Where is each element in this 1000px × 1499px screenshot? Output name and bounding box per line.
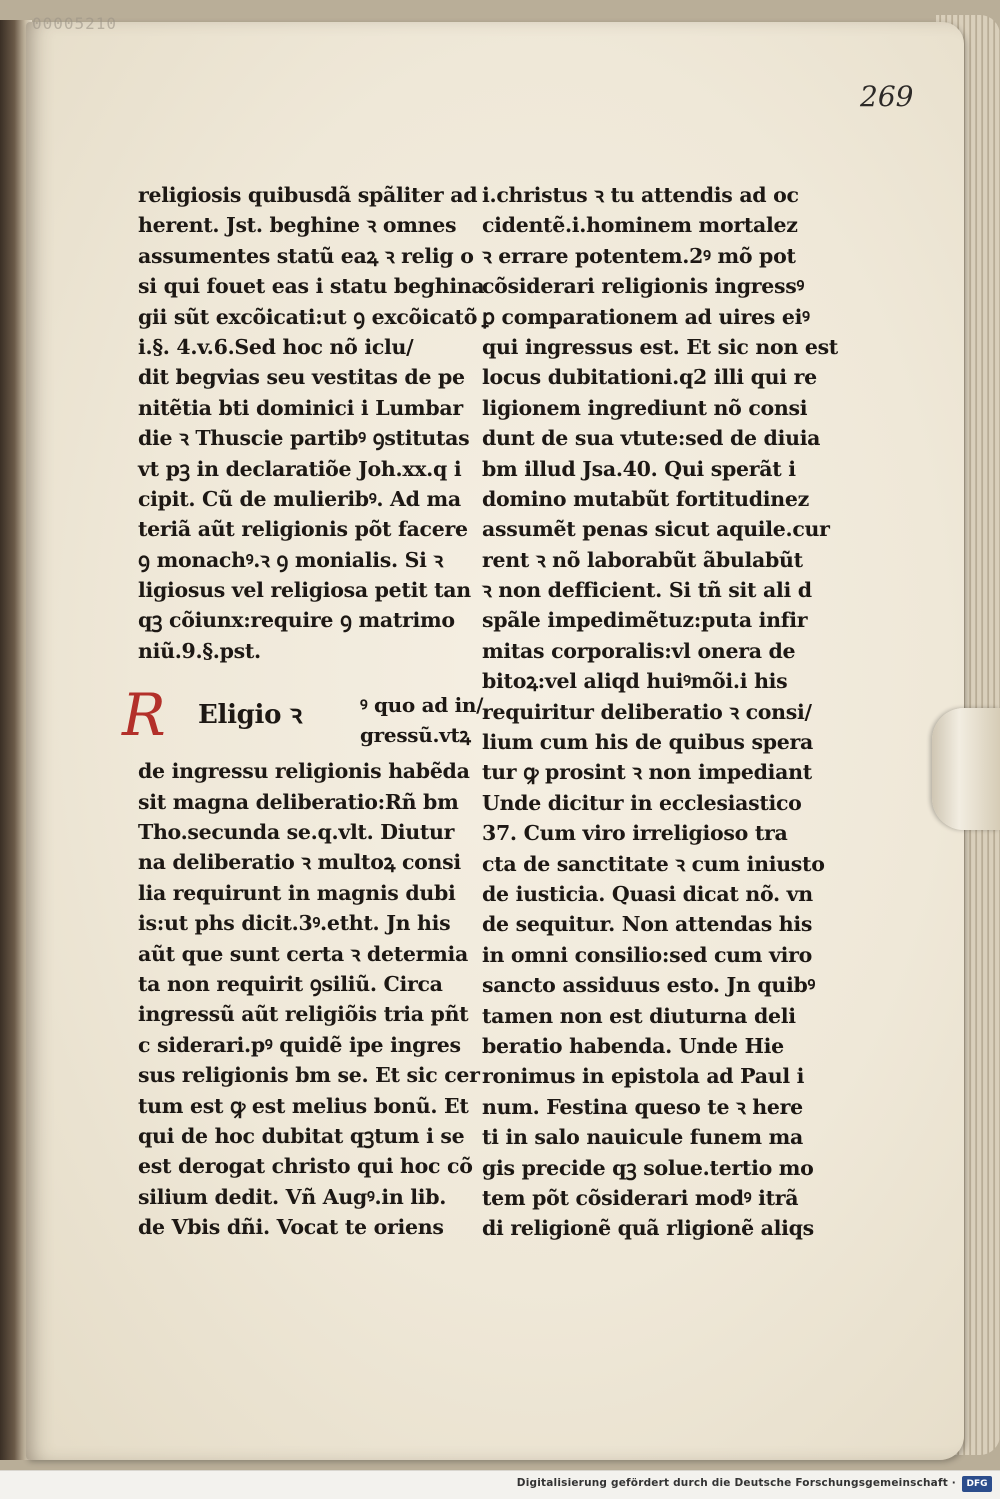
- text-line: ingressũ aũt religiõis tria pñt: [138, 1002, 469, 1027]
- right-text-column: [482, 180, 838, 1244]
- left-column-lines: [138, 180, 485, 666]
- text-line: religiosis quibusdã spãliter ad: [138, 183, 478, 207]
- paragraph-gap: [138, 666, 458, 690]
- text-line: qꝫ cõiunx:require ꝯ matrimo: [138, 608, 455, 633]
- text-line: vt pꝫ in declaratiõe Joh.xx.q i: [138, 456, 462, 481]
- text-line: de Vbis dñi. Vocat te oriens: [138, 1215, 444, 1240]
- text-line: i.christus ꝛ tu attendis ad oc: [482, 183, 799, 207]
- text-line: est derogat christo qui hoc cõ: [138, 1154, 473, 1179]
- text-line: beratio habenda. Unde Hie: [482, 1033, 784, 1058]
- text-line: mitas corporalis:vl onera de: [482, 638, 796, 663]
- dfg-logo-icon: DFG: [962, 1476, 992, 1492]
- text-line: sancto assiduus esto. Jn quibꝰ: [482, 973, 816, 998]
- text-line: qui ingressus est. Et sic non est: [482, 334, 838, 359]
- text-line: de ingressu religionis habẽda: [138, 759, 470, 784]
- text-line: de iusticia. Quasi dicat nõ. vn: [482, 881, 813, 906]
- text-line: nitẽtia bti dominici i Lumbar: [138, 395, 463, 420]
- text-line: silium dedit. Vñ Augꝰ.in lib.: [138, 1184, 447, 1209]
- text-line: rent ꝛ nõ laborabũt ãbulabũt: [482, 547, 803, 572]
- initial-side-line: ꝰ quo ad in/: [360, 693, 484, 718]
- text-line: cipit. Cũ de mulieribꝰ. Ad ma: [138, 486, 461, 511]
- text-line: ligiosus vel religiosa petit tan: [138, 578, 471, 603]
- text-line: is:ut phs dicit.3ꝰ.etht. Jn his: [138, 911, 451, 936]
- text-line: gii sũt excõicati:ut ꝯ excõicatõ: [138, 304, 478, 329]
- page-tab-marker: [932, 708, 1000, 830]
- text-line: qui de hoc dubitat qꝫtum i se: [138, 1123, 465, 1148]
- rubricated-initial-block: [122, 681, 484, 750]
- text-line: c siderari.pꝰ quidẽ ipe ingres: [138, 1032, 461, 1057]
- left-text-column: [122, 180, 485, 1243]
- right-column-lines: [482, 180, 838, 1244]
- red-initial-letter: R: [122, 681, 166, 750]
- text-line: spãle impedimẽtuz:puta infir: [482, 608, 808, 633]
- text-line: i.§. 4.v.6.Sed hoc nõ iclu/: [138, 334, 414, 359]
- text-line: si qui fouet eas i statu beghina: [138, 274, 485, 299]
- text-line: ꝑ comparationem ad uires eiꝰ: [482, 304, 810, 329]
- text-line: die ꝛ Thuscie partibꝰ ꝯstitutas: [138, 426, 470, 451]
- text-line: aũt que sunt certa ꝛ determia: [138, 941, 468, 966]
- text-line: di religionẽ quã rligionẽ aliqs: [482, 1216, 814, 1241]
- text-line: sit magna deliberatio:Rñ bm: [138, 789, 459, 814]
- text-line: ligionem ingrediunt nõ consi: [482, 395, 808, 420]
- text-line: domino mutabũt fortitudinez: [482, 486, 809, 511]
- text-line: ꝛ errare potentem.2ꝰ mõ pot: [482, 243, 796, 268]
- text-line: de sequitur. Non attendas his: [482, 912, 813, 937]
- text-line: gis precide qꝫ solue.tertio mo: [482, 1155, 814, 1180]
- footer-bar: [0, 1470, 1000, 1499]
- text-line: teriã aũt religionis põt facere: [138, 517, 468, 542]
- text-line: assumentes statũ eaꝝ ꝛ relig o: [138, 243, 474, 268]
- text-line: niũ.9.§.pst.: [138, 638, 261, 663]
- text-line: tur ꝙ prosint ꝛ non impediant: [482, 760, 812, 785]
- text-line: ti in salo nauicule funem ma: [482, 1125, 803, 1150]
- book-page: [26, 14, 964, 1460]
- text-line: assumẽt penas sicut aquile.cur: [482, 517, 830, 542]
- text-line: 37. Cum viro irreligioso tra: [482, 821, 788, 846]
- text-line: bitoꝝ:vel aliqd huiꝰmõi.i his: [482, 669, 788, 694]
- text-line: tem põt cõsiderari modꝰ itrã: [482, 1185, 799, 1210]
- text-line: locus dubitationi.q2 illi qui re: [482, 365, 817, 390]
- text-line: dit begvias seu vestitas de pe: [138, 365, 465, 390]
- initial-word-rest: Eligio ꝛ: [198, 700, 302, 731]
- text-line: Tho.secunda se.q.vlt. Diutur: [138, 820, 455, 845]
- text-line: bm illud Jsa.40. Qui sperãt i: [482, 456, 796, 481]
- text-line: ronimus in epistola ad Paul i: [482, 1064, 805, 1089]
- text-line: ꝛ non defficient. Si tñ sit ali d: [482, 578, 812, 603]
- text-line: ta non requirit ꝯsiliũ. Circa: [138, 971, 443, 996]
- initial-side-line: gressũ.vtꝝ: [360, 723, 471, 748]
- text-line: num. Festina queso te ꝛ here: [482, 1094, 803, 1119]
- text-line: cta de sanctitate ꝛ cum iniusto: [482, 851, 825, 876]
- text-line: requiritur deliberatio ꝛ consi/: [482, 699, 812, 724]
- funding-credit: Digitalisierung gefördert durch die Deutsche Forschungsgemeinschaft ·: [516, 1477, 956, 1489]
- text-line: Unde dicitur in ecclesiastico: [482, 790, 802, 815]
- text-line: lia requirunt in magnis dubi: [138, 880, 456, 905]
- text-line: herent. Jst. beghine ꝛ omnes: [138, 213, 457, 238]
- text-line: lium cum his de quibus spera: [482, 730, 813, 755]
- initial-side-lines: [360, 690, 483, 750]
- text-line: tum est ꝙ est melius bonũ. Et: [138, 1093, 469, 1118]
- accession-mark: 00005210: [32, 14, 118, 33]
- left-column-after-initial: [138, 756, 480, 1242]
- text-line: sus religionis bm se. Et sic cer: [138, 1063, 480, 1088]
- text-line: dunt de sua vtute:sed de diuia: [482, 426, 821, 451]
- text-line: in omni consilio:sed cum viro: [482, 942, 812, 967]
- text-line: cidentẽ.i.hominem mortalez: [482, 213, 798, 238]
- text-line: na deliberatio ꝛ multoꝝ consi: [138, 850, 461, 875]
- text-line: tamen non est diuturna deli: [482, 1003, 796, 1028]
- text-line: ꝯ monachꝰ.ꝛ ꝯ monialis. Si ꝛ: [138, 547, 443, 572]
- text-line: cõsiderari religionis ingressꝰ: [482, 274, 805, 299]
- folio-number: 269: [860, 80, 914, 113]
